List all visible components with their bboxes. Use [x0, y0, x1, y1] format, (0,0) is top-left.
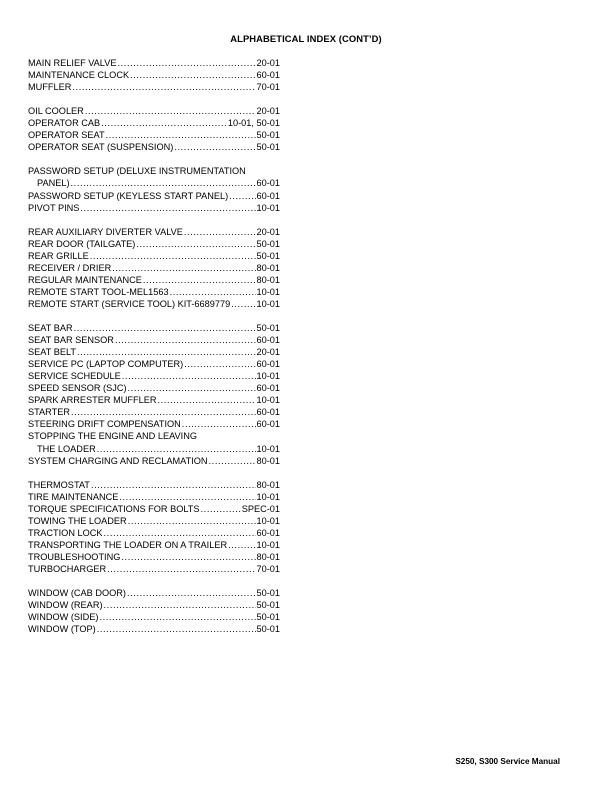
index-entry — [28, 491, 280, 503]
page-footer: S250, S300 Service Manual — [455, 757, 560, 766]
index-entry-label: OPERATOR SEAT (SUSPENSION) — [28, 142, 174, 153]
index-entry-page: 60-01 — [256, 419, 280, 430]
dot-leader — [80, 202, 255, 214]
index-entry-page: 20-01 — [256, 347, 280, 358]
index-entry-page: 50-01 — [256, 323, 280, 334]
index-entry — [28, 298, 280, 310]
index-entry-page: 50-01 — [256, 588, 280, 599]
dot-leader — [72, 81, 255, 93]
index-entry-label: TORQUE SPECIFICATIONS FOR BOLTS — [28, 503, 200, 514]
index-group — [28, 165, 280, 213]
index-entry-page: 10-01 — [256, 202, 280, 213]
dot-leader — [104, 599, 256, 611]
dot-leader — [136, 238, 255, 250]
index-entry-page: 10-01 — [256, 443, 280, 454]
index-entry — [28, 599, 280, 611]
dot-leader — [228, 539, 255, 551]
index-entry-lead: PASSWORD SETUP (DELUXE INSTRUMENTATION — [28, 166, 246, 177]
dot-leader — [97, 443, 256, 455]
dot-leader — [77, 346, 256, 358]
index-entry-label: SEAT BELT — [28, 347, 76, 358]
index-entry — [28, 539, 280, 551]
dot-leader — [201, 503, 241, 515]
index-entry — [28, 190, 280, 202]
index-entry-page: 50-01 — [256, 612, 280, 623]
index-entry-label: SEAT BAR SENSOR — [28, 335, 114, 346]
index-entry-label: TOWING THE LOADER — [28, 515, 127, 526]
index-entry-page: 60-01 — [256, 335, 280, 346]
index-entry-label: REAR DOOR (TAILGATE) — [28, 238, 136, 249]
dot-leader — [112, 262, 255, 274]
index-entry-label: SYSTEM CHARGING AND RECLAMATION — [28, 455, 208, 466]
index-group — [28, 587, 280, 635]
index-entry — [28, 406, 280, 418]
dot-leader — [104, 527, 256, 539]
dot-leader — [90, 250, 256, 262]
index-entry-label: PASSWORD SETUP (KEYLESS START PANEL) — [28, 190, 229, 201]
index-entry-page: 60-01 — [256, 190, 280, 201]
index-entry-label: THE LOADER — [37, 443, 96, 454]
index-group — [28, 105, 280, 153]
index-entry — [28, 515, 280, 527]
index-entry-lead: STOPPING THE ENGINE AND LEAVING — [28, 431, 197, 442]
dot-leader — [107, 563, 255, 575]
dot-leader — [157, 394, 255, 406]
dot-leader — [229, 190, 255, 202]
dot-leader — [174, 141, 255, 153]
index-entry-page: 60-01 — [256, 527, 280, 538]
index-entry-label: REMOTE START (SERVICE TOOL) KIT-6689779 — [28, 298, 231, 309]
index-entry — [28, 370, 280, 382]
index-entry — [28, 141, 280, 153]
index-entry-label: RECEIVER / DRIER — [28, 262, 112, 273]
index-entry — [28, 262, 280, 274]
index-entry-label: MUFFLER — [28, 82, 72, 93]
index-group — [28, 57, 280, 93]
index-entry-label: STEERING DRIFT COMPENSATION — [28, 419, 181, 430]
index-entry-page: 50-01 — [256, 238, 280, 249]
index-entry-page: 50-01 — [256, 624, 280, 635]
index-entry-label: MAIN RELIEF VALVE — [28, 58, 117, 68]
dot-leader — [106, 129, 256, 141]
index-entry-label: STARTER — [28, 407, 71, 418]
dot-leader — [170, 286, 256, 298]
index-entry-page: 70-01 — [256, 563, 280, 574]
dot-leader — [85, 105, 256, 117]
index-entry — [28, 117, 280, 129]
index-group — [28, 226, 280, 310]
index-entry — [28, 57, 280, 69]
dot-leader — [184, 358, 255, 370]
index-entry — [28, 443, 280, 455]
index-entry — [28, 382, 280, 394]
index-entry-label: TIRE MAINTENANCE — [28, 491, 119, 502]
index-entry-page: 10-01 — [256, 395, 280, 406]
index-entry-label: OPERATOR SEAT — [28, 130, 105, 141]
index-entry — [28, 394, 280, 406]
index-entry-label: MAINTENANCE CLOCK — [28, 70, 130, 81]
dot-leader — [101, 117, 227, 129]
page-title: ALPHABETICAL INDEX (CONT’D) — [230, 33, 382, 44]
index-entry-page: 10-01 — [256, 286, 280, 297]
dot-leader — [71, 406, 255, 418]
index-entry-label: SERVICE SCHEDULE — [28, 371, 121, 382]
index-entry-label: TRANSPORTING THE LOADER ON A TRAILER — [28, 539, 228, 550]
index-entry-label: SEAT BAR — [28, 323, 73, 334]
index-entry — [28, 527, 280, 539]
index-entry — [28, 286, 280, 298]
dot-leader — [97, 623, 256, 635]
index-entry-page: 60-01 — [256, 407, 280, 418]
index-entry — [28, 238, 280, 250]
dot-leader — [231, 298, 255, 310]
index-entry-page: 80-01 — [256, 262, 280, 273]
index-entry — [28, 105, 280, 117]
index-entry-page: 80-01 — [256, 274, 280, 285]
dot-leader — [91, 479, 256, 491]
dot-leader — [99, 611, 255, 623]
index-entry-page: 10-01 — [256, 491, 280, 502]
index-entry-label: WINDOW (SIDE) — [28, 612, 99, 623]
index-entry-label: WINDOW (REAR) — [28, 600, 103, 611]
index-entry-page: 80-01 — [256, 551, 280, 562]
index-entry-page: SPEC-01 — [241, 503, 280, 514]
dot-leader — [119, 491, 255, 503]
index-entry-page: 50-01 — [256, 600, 280, 611]
index-entry-label: SPEED SENSOR (SJC) — [28, 383, 127, 394]
dot-leader — [74, 322, 256, 334]
index-entry-label: PIVOT PINS — [28, 202, 80, 213]
index-entry-label: WINDOW (TOP) — [28, 624, 96, 635]
index-entry-label: TRACTION LOCK — [28, 527, 103, 538]
index-entry-page: 50-01 — [256, 250, 280, 261]
index-entry — [28, 346, 280, 358]
index-entry-label: THERMOSTAT — [28, 479, 90, 490]
index-entry-label: REGULAR MAINTENANCE — [28, 274, 142, 285]
dot-leader — [143, 274, 256, 286]
index-entry-label: REAR GRILLE — [28, 250, 89, 261]
index-group — [28, 322, 280, 467]
index-entry — [28, 611, 280, 623]
index-entry — [28, 81, 280, 93]
index-entry — [28, 274, 280, 286]
index-entry-page: 80-01 — [256, 479, 280, 490]
index-entry-page: 80-01 — [256, 455, 280, 466]
index-entry-page: 10-01 — [256, 539, 280, 550]
index-entry — [28, 322, 280, 334]
index-entry — [28, 358, 280, 370]
index-entry-label: OPERATOR CAB — [28, 118, 101, 129]
dot-leader — [121, 551, 255, 563]
index-entry-label: TURBOCHARGER — [28, 563, 107, 574]
index-group — [28, 479, 280, 575]
index-entry-page: 20-01 — [256, 58, 280, 68]
dot-leader — [209, 455, 256, 467]
index-entry-page: 10-01 — [256, 298, 280, 309]
index-entry-label: REMOTE START TOOL-MEL1563 — [28, 286, 169, 297]
index-entry — [28, 334, 280, 346]
index-entry — [28, 129, 280, 141]
index-entry-label: TROUBLESHOOTING — [28, 551, 121, 562]
index-entry-label: WINDOW (CAB DOOR) — [28, 588, 126, 599]
index-entry-page: 50-01 — [256, 130, 280, 141]
index-entry — [28, 479, 280, 491]
dot-leader — [128, 382, 256, 394]
index-entry — [28, 551, 280, 563]
index-entry-page: 50-01 — [256, 142, 280, 153]
index-entry — [28, 563, 280, 575]
index-entry-page: 60-01 — [256, 359, 280, 370]
index-entry-page: 10-01 — [256, 515, 280, 526]
index-entry — [28, 69, 280, 81]
dot-leader — [128, 515, 256, 527]
index-entry — [28, 503, 280, 515]
index-entry-page: 70-01 — [256, 82, 280, 93]
index-entry-page: 10-01, 50-01 — [227, 118, 280, 129]
index-entry — [28, 418, 280, 430]
index-entry-page: 60-01 — [256, 383, 280, 394]
dot-leader — [130, 69, 255, 81]
dot-leader — [127, 587, 256, 599]
index-entry-label: SPARK ARRESTER MUFFLER — [28, 395, 157, 406]
index-entry — [28, 177, 280, 189]
dot-leader — [184, 226, 256, 238]
index-entry-label: REAR AUXILIARY DIVERTER VALVE — [28, 226, 183, 237]
index-entry-page: 60-01 — [256, 178, 280, 189]
index-entry-page: 60-01 — [256, 70, 280, 81]
dot-leader — [182, 418, 256, 430]
index-entry — [28, 226, 280, 238]
alphabetical-index — [28, 57, 280, 647]
index-entry-label: PANEL) — [37, 178, 70, 189]
index-entry — [28, 587, 280, 599]
index-entry — [28, 623, 280, 635]
index-entry-page: 20-01 — [256, 226, 280, 237]
dot-leader — [122, 370, 256, 382]
index-entry — [28, 202, 280, 214]
index-entry — [28, 250, 280, 262]
dot-leader — [115, 334, 256, 346]
index-entry-label: SERVICE PC (LAPTOP COMPUTER) — [28, 359, 184, 370]
index-entry-page: 10-01 — [256, 371, 280, 382]
dot-leader — [71, 177, 256, 189]
index-entry-label: OIL COOLER — [28, 106, 84, 117]
index-entry — [28, 455, 280, 467]
index-entry-page: 20-01 — [256, 106, 280, 117]
dot-leader — [118, 57, 256, 69]
